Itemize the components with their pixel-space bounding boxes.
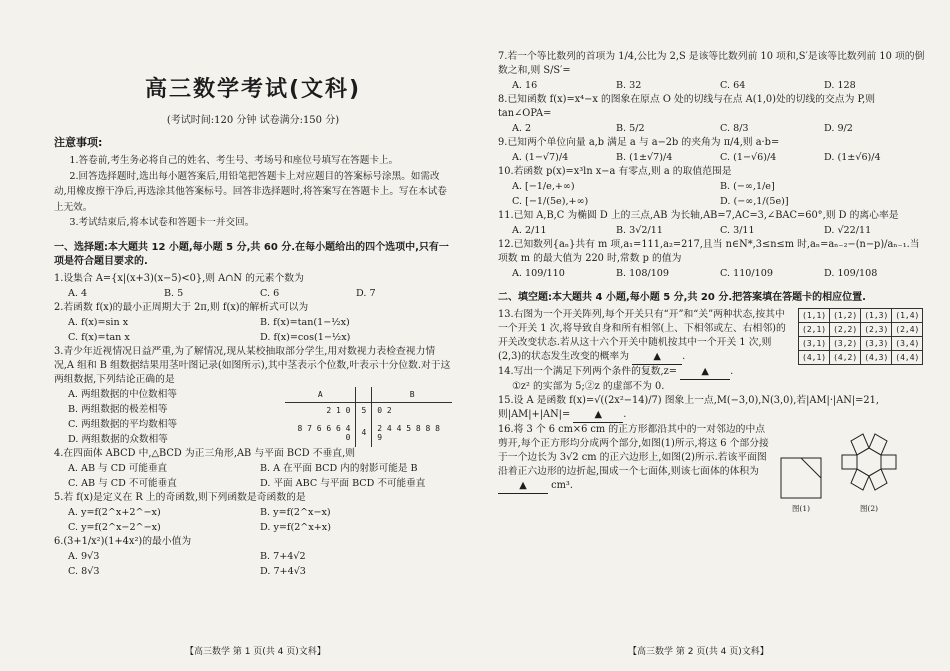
notice-block [54, 134, 452, 231]
option-b: B. 108/109 [616, 268, 670, 279]
question-4-options [54, 461, 452, 491]
option-b: B. y=f(2^x−x) [260, 506, 331, 518]
option-b: B. 5 [164, 287, 184, 299]
question-3 [54, 345, 452, 447]
answer-blank-14: ▲ [680, 365, 730, 380]
option-c: C. AB 与 CD 不可能垂直 [68, 477, 177, 489]
question-3-stem: 3.青少年近视情况日益严重,为了解情况,现从某校抽取部分学生,用对数视力表检查视力情况,A 组和 B 组数据结果用茎叶图记录(如图所示),其中茎表示个位数,叶表示十分位数.对于这两组数据,下列结论正确的是 [54, 345, 451, 385]
option-b: B. 7+4√2 [260, 550, 306, 562]
switch-cell: (3,4) [892, 337, 923, 351]
figure-1-square [778, 455, 824, 501]
figure-1-caption: 图(1) [791, 504, 811, 513]
answer-blank-16: ▲ [498, 479, 548, 494]
question-4-stem: 4.在四面体 ABCD 中,△BCD 为正三角形,AB 与平面 BCD 不垂直,则 [54, 447, 356, 459]
question-13: 13.右图为一个开关阵列,每个开关只有“开”和“关”两种状态,按其中一个开关 1 次,将导致自身和所有相邻(上、下相邻或左、右相邻)的开关改变状态.若从这十六个开关中随机按其中一个开关 1 次,则(2,3)的状态发生改变的概率为 ▲ . (1,1) (1,2) (1,3) (1,4) (2,1) (2,2) (2,3) (2,4) (3,1) (3,2) (3,3) (3,4) (4,1) (4,2) (4,3) (4,4) [498, 308, 928, 365]
option-d: D. (1±√6)/4 [824, 152, 881, 163]
switch-grid-row [799, 309, 923, 323]
figure-2-hexagon [857, 448, 881, 476]
figure-2-piece [851, 469, 869, 490]
leaf-b-row-2: 2 4 4 5 8 8 8 9 [377, 423, 440, 442]
question-13-stem: 13.右图为一个开关阵列,每个开关只有“开”和“关”两种状态,按其中一个开关 1 次,将导致自身和所有相邻(上、下相邻或左、右相邻)的开关改变状态.若从这十六个开关中随机按其中一个开关 1 次,则(2,3)的状态发生改变的概率为 [498, 309, 786, 362]
question-7-stem: 7.若一个等比数列的首项为 1/4,公比为 2,S 是该等比数列前 10 项和,S′是该等比数列前 10 项的倒数之和,则 S/S′= [498, 51, 925, 76]
option-c: C. y=f(2^x−2^−x) [68, 521, 161, 533]
option-b: B. A 在平面 BCD 内的射影可能是 B [260, 462, 418, 474]
leaf-a-row-1: 2 1 0 [326, 406, 351, 416]
question-8-options [498, 121, 928, 136]
option-c: C. 8√3 [68, 565, 100, 577]
page-1 [0, 0, 470, 671]
notice-heading: 注意事项: [54, 136, 103, 149]
figure-2-piece [842, 455, 857, 469]
option-c: C. 8/3 [720, 123, 749, 134]
page-2 [478, 0, 950, 671]
option-a: A. 2 [512, 123, 532, 134]
option-c: C. (1−√6)/4 [720, 152, 777, 163]
switch-cell: (1,4) [892, 309, 923, 323]
option-d: D. f(x)=cos(1−½x) [260, 331, 351, 343]
stem-head-a: A [285, 387, 356, 403]
option-b: B. 32 [616, 80, 642, 91]
switch-grid-row [799, 323, 923, 337]
option-d: D. √22/11 [824, 225, 872, 236]
notice-item-1: 1.答卷前,考生务必将自己的姓名、考生号、考场号和座位号填写在答题卡上。 [69, 155, 399, 166]
option-c: C. 64 [720, 80, 746, 91]
question-5 [54, 491, 452, 535]
question-10-stem: 10.若函数 p(x)=x³ln x−a 有零点,则 a 的取值范围是 [498, 166, 732, 177]
question-7-options [498, 78, 928, 93]
question-1 [54, 272, 452, 301]
figure-2-piece [869, 434, 887, 455]
leaf-a-row-2: 8 7 6 6 6 4 0 [297, 423, 351, 442]
question-6 [54, 535, 452, 579]
option-c: C. 两组数据的平均数相等 [68, 418, 178, 430]
switch-grid-row [799, 351, 923, 365]
question-15-stem: 15.设 A 是函数 f(x)=√((2x²−14)/7) 图象上一点,M(−3,0),N(3,0),若|AM|·|AN|=21,则|AM|+|AN|= [498, 395, 879, 420]
question-10-options [498, 179, 928, 209]
leaf-b-row-1: 0 2 [377, 406, 392, 416]
option-d: D. 7 [356, 287, 376, 299]
option-b: B. f(x)=tan(1−½x) [260, 316, 350, 328]
notice-item-2: 2.回答选择题时,选出每小题答案后,用铅笔把答题卡上对应题目的答案标号涂黑。如需改动,用橡皮擦干净后,再选涂其他答案标号。回答非选择题时,将答案写在答题卡上。写在本试卷上无效。 [54, 170, 447, 213]
page-1-footer: 【高三数学 第 1 页(共 4 页)文科】 [185, 647, 326, 657]
switch-cell: (3,2) [830, 337, 861, 351]
question-4 [54, 447, 452, 491]
question-2-options [54, 315, 452, 345]
option-a: A. [−1/e,+∞) [512, 181, 575, 192]
switch-cell: (2,1) [799, 323, 830, 337]
question-9 [498, 136, 928, 165]
figure-2-piece [869, 469, 887, 490]
option-a: A. AB 与 CD 可能垂直 [68, 462, 168, 474]
question-14: 14.写出一个满足下列两个条件的复数,z= ▲ . ①z² 的实部为 5;②z 的虚部不为 0. [498, 365, 928, 394]
option-a: A. (1−√7)/4 [512, 152, 569, 163]
stem-row-1: 5 [356, 403, 372, 419]
question-1-options [54, 286, 452, 301]
question-5-stem: 5.若 f(x)是定义在 R 上的奇函数,则下列函数是奇函数的是 [54, 491, 306, 503]
question-11 [498, 209, 928, 238]
switch-cell: (4,4) [892, 351, 923, 365]
question-8-stem: 8.已知函数 f(x)=x⁴−x 的图象在原点 O 处的切线与在点 A(1,0)处的切线的交点为 P,则 tan∠OPA= [498, 94, 875, 119]
switch-cell: (2,3) [861, 323, 892, 337]
option-d: D. 平面 ABC 与平面 BCD 不可能垂直 [260, 477, 426, 489]
question-8 [498, 93, 928, 136]
option-b: B. 5/2 [616, 123, 645, 134]
switch-cell: (3,3) [861, 337, 892, 351]
figure-2-net [830, 423, 908, 501]
switch-cell: (4,3) [861, 351, 892, 365]
page-2-footer: 【高三数学 第 2 页(共 4 页)文科】 [628, 647, 769, 657]
question-11-stem: 11.已知 A,B,C 为椭圆 D 上的三点,AB 为长轴,AB=7,AC=3,∠BAC=60°,则 D 的离心率是 [498, 210, 899, 221]
option-a: A. 两组数据的中位数相等 [68, 388, 177, 400]
question-16-figures [778, 423, 908, 514]
option-b: B. (−∞,1/e] [720, 181, 775, 192]
switch-cell: (2,4) [892, 323, 923, 337]
question-10 [498, 165, 928, 209]
question-2 [54, 301, 452, 345]
switch-cell: (1,2) [830, 309, 861, 323]
option-a: A. 9√3 [68, 550, 100, 562]
question-3-options [54, 387, 277, 447]
question-5-options [54, 505, 452, 535]
question-2-stem: 2.若函数 f(x)的最小正周期大于 2π,则 f(x)的解析式可以为 [54, 301, 309, 313]
question-15: 15.设 A 是函数 f(x)=√((2x²−14)/7) 图象上一点,M(−3,0),N(3,0),若|AM|·|AN|=21,则|AM|+|AN|= ▲ . [498, 394, 928, 423]
figure-2-piece [851, 434, 869, 455]
answer-blank-13: ▲ [632, 350, 682, 365]
option-b: B. (1±√7)/4 [616, 152, 673, 163]
option-d: D. 两组数据的众数相等 [68, 433, 168, 445]
switch-cell: (1,3) [861, 309, 892, 323]
option-a: A. 2/11 [512, 225, 547, 236]
exam-subtitle: (考试时间:120 分钟 试卷满分:150 分) [166, 115, 340, 126]
option-d: D. 7+4√3 [260, 565, 306, 577]
question-12-stem: 12.已知数列{aₙ}共有 m 项,a₁=111,a₂=217,且当 n∈N*,3≤n≤m 时,aₙ=aₙ₋₂−(n−p)/aₙ₋₁.当项数 m 的最大值为 220 时,常数 p 的值为 [498, 239, 920, 264]
switch-cell: (4,1) [799, 351, 830, 365]
question-14-conditions: ①z² 的实部为 5;②z 的虚部不为 0. [512, 381, 665, 392]
question-6-options [54, 549, 452, 579]
figure-2-caption: 图(2) [859, 504, 879, 513]
question-9-options [498, 150, 928, 165]
option-a: A. f(x)=sin x [68, 316, 129, 328]
option-c: C. f(x)=tan x [68, 331, 130, 343]
option-c: C. 3/11 [720, 225, 755, 236]
option-d: D. (−∞,1/(5e)] [720, 196, 789, 207]
option-a: A. 16 [512, 80, 538, 91]
option-c: C. [−1/(5e),+∞) [512, 196, 589, 207]
figure-1-cut-line [801, 458, 821, 478]
stem-head-b: B [372, 387, 452, 403]
option-a: A. 4 [68, 287, 88, 299]
question-12 [498, 238, 928, 281]
question-9-stem: 9.已知两个单位向量 a,b 满足 a 与 a−2b 的夹角为 π/4,则 a·b= [498, 137, 780, 148]
option-a: A. y=f(2^x+2^−x) [68, 506, 161, 518]
question-6-stem: 6.(3+1/x²)(1+4x²)的最小值为 [54, 535, 192, 547]
switch-grid [798, 308, 923, 365]
question-11-options [498, 223, 928, 238]
option-c: C. 6 [260, 287, 280, 299]
question-12-options [498, 266, 928, 281]
option-d: D. y=f(2^x+x) [260, 521, 331, 533]
switch-cell: (1,1) [799, 309, 830, 323]
section-1-heading: 一、选择题:本大题共 12 小题,每小题 5 分,共 60 分.在每小题给出的四个选项中,只有一项是符合题目要求的. [54, 241, 449, 267]
question-16 [498, 423, 928, 514]
question-16-unit: cm³. [551, 480, 573, 491]
question-14-stem: 14.写出一个满足下列两个条件的复数,z= [498, 366, 678, 377]
figure-2-piece [881, 455, 896, 469]
option-d: D. 9/2 [824, 123, 853, 134]
switch-cell: (3,1) [799, 337, 830, 351]
answer-blank-15: ▲ [573, 408, 623, 423]
switch-cell: (2,2) [830, 323, 861, 337]
option-b: B. 3√2/11 [616, 225, 663, 236]
option-c: C. 110/109 [720, 268, 773, 279]
switch-cell: (4,2) [830, 351, 861, 365]
question-7 [498, 50, 928, 93]
question-16-stem: 16.将 3 个 6 cm×6 cm 的正方形都沿其中的一对邻边的中点剪开,每个正方形均分成两个部分,如图(1)所示,将这 6 个部分接于一个边长为 3√2 cm 的正六边形上,如图(2)所示.若该平面图沿着正六边形的边折起,围成一个七面体,则该七面体的体积为 [498, 424, 769, 477]
notice-item-3: 3.考试结束后,将本试卷和答题卡一并交回。 [69, 217, 255, 228]
section-2-heading: 二、填空题:本大题共 4 小题,每小题 5 分,共 20 分.把答案填在答题卡的相应位置. [498, 292, 866, 303]
exam-title: 高三数学考试(文科) [144, 77, 362, 102]
option-d: D. 128 [824, 80, 856, 91]
option-a: A. 109/110 [512, 268, 565, 279]
question-1-stem: 1.设集合 A={x|(x+3)(x−5)<0},则 A∩N 的元素个数为 [54, 272, 304, 284]
switch-grid-row [799, 337, 923, 351]
option-b: B. 两组数据的极差相等 [68, 403, 168, 415]
option-d: D. 109/108 [824, 268, 878, 279]
stem-row-2: 4 [356, 419, 372, 447]
stem-leaf-plot [285, 387, 452, 447]
